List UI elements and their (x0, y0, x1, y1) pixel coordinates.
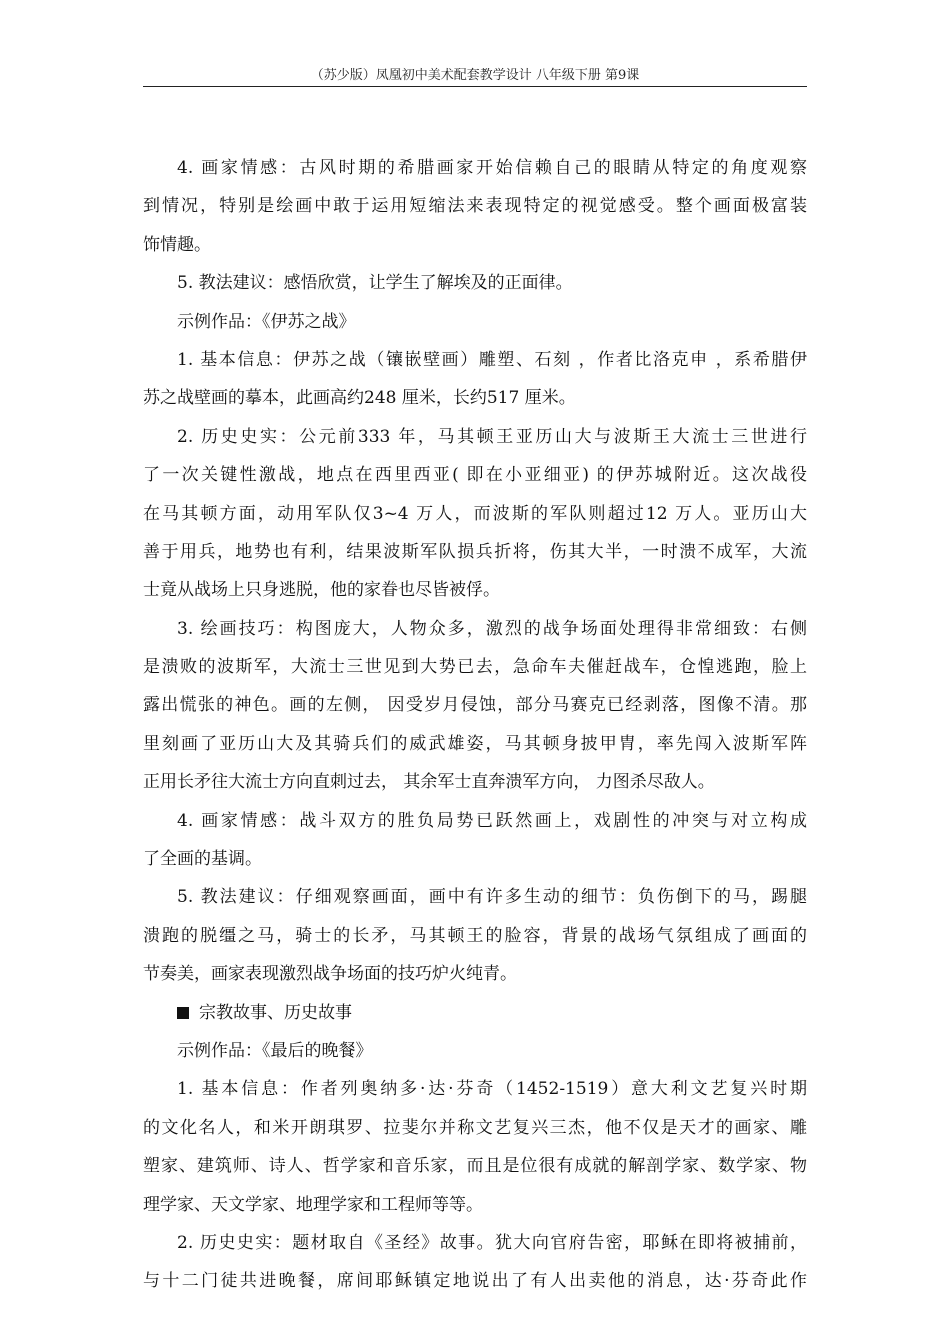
text-line: 在马其顿方面，动用军队仅3~4 万人，而波斯的军队则超过12 万人。亚历山大 (143, 503, 807, 524)
text-line: 正用长矛往大流士方向直刺过去， 其余军士直奔溃军方向， 力图杀尽敌人。 (143, 772, 715, 793)
text-line: 2. 历史史实：公元前333 年，马其顿王亚历山大与波斯王大流士三世进行 (177, 426, 807, 447)
text-line: 示例作品：《最后的晚餐》 (177, 1040, 373, 1061)
text-line: 4. 画家情感：古风时期的希腊画家开始信赖自己的眼睛从特定的角度观察 (177, 158, 807, 178)
text-line: 3. 绘画技巧：构图庞大，人物众多，激烈的战争场面处理得非常细致：右侧 (177, 618, 807, 639)
text-line: 饰情趣。 (143, 234, 211, 255)
text-line: 5. 教法建议：仔细观察画面，画中有许多生动的细节：负伤倒下的马，踢腿 (177, 887, 807, 908)
text-line: 了一次关键性激战，地点在西里西亚( 即在小亚细亚) 的伊苏城附近。这次战役 (143, 465, 807, 486)
text-line: 了全画的基调。 (143, 849, 262, 870)
text-line: 到情况，特别是绘画中敢于运用短缩法来表现特定的视觉感受。整个画面极富装 (143, 196, 807, 217)
text-line: 苏之战壁画的摹本，此画高约248 厘米，长约517 厘米。 (143, 388, 576, 409)
text-line: 2. 历史史实：题材取自《圣经》故事。犹大向官府告密，耶稣在即将被捕前， (177, 1232, 807, 1253)
black-square-icon (177, 1007, 189, 1019)
text-line: 善于用兵，地势也有利，结果波斯军队损兵折将，伤其大半，一时溃不成军，大流 (143, 541, 807, 562)
text-line: 示例作品：《伊苏之战》 (177, 311, 356, 332)
text-line: 1. 基本信息：作者列奥纳多·达·芬奇（1452-1519）意大利文艺复兴时期 (177, 1079, 807, 1100)
text-line: 1. 基本信息：伊苏之战（镶嵌壁画）雕塑、石刻 ，作者比洛克申 ，系希腊伊 (177, 349, 807, 370)
document-body (143, 149, 807, 1301)
section-heading-text: 宗教故事、历史故事 (199, 1002, 352, 1023)
text-line: 理学家、天文学家、地理学家和工程师等等。 (143, 1194, 483, 1215)
text-line: 溃跑的脱缰之马，骑士的长矛，马其顿王的脸容，背景的战场气氛组成了画面的 (143, 925, 807, 946)
text-line: 是溃败的波斯军，大流士三世见到大势已去，急命车夫催赶战车，仓惶逃跑，脸上 (143, 657, 807, 678)
text-line: 与十二门徒共进晚餐，席间耶稣镇定地说出了有人出卖他的消息，达·芬奇此作 (143, 1271, 807, 1292)
text-line: 5. 教法建议：感悟欣赏，让学生了解埃及的正面律。 (177, 273, 573, 294)
section-heading (143, 994, 807, 1032)
text-line: 节奏美，画家表现激烈战争场面的技巧炉火纯青。 (143, 964, 517, 985)
page-header: （苏少版）凤凰初中美术配套教学设计 八年级下册 第9课 (310, 68, 640, 83)
text-line: 的文化名人，和米开朗琪罗、拉斐尔并称文艺复兴三杰，他不仅是天才的画家、雕 (143, 1117, 807, 1138)
text-line: 士竟从战场上只身逃脱，他的家眷也尽皆被俘。 (143, 580, 500, 601)
text-line: 塑家、建筑师、诗人、哲学家和音乐家，而且是位很有成就的解剖学家、数学家、物 (143, 1156, 807, 1177)
text-line: 4. 画家情感：战斗双方的胜负局势已跃然画上，戏剧性的冲突与对立构成 (177, 810, 807, 831)
header-rule (143, 86, 807, 87)
text-line: 露出慌张的神色。画的左侧， 因受岁月侵蚀，部分马赛克已经剥落，图像不清。那 (143, 695, 807, 716)
text-line: 里刻画了亚历山大及其骑兵们的威武雄姿，马其顿身披甲胄，率先闯入波斯军阵 (143, 733, 807, 754)
